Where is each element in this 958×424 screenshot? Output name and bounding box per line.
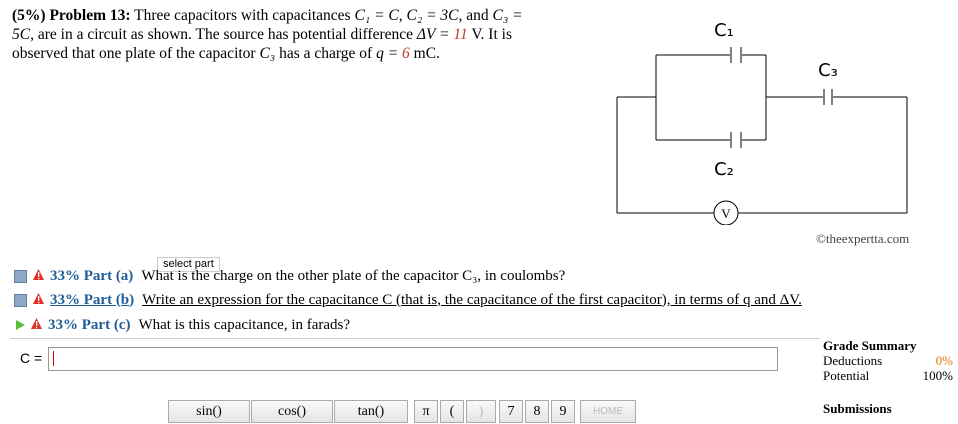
pi-button[interactable]: π	[414, 400, 438, 423]
part-b-label[interactable]: 33% Part (b)	[50, 291, 135, 308]
home-button[interactable]: HOME	[580, 400, 636, 423]
tan-button[interactable]: tan()	[334, 400, 408, 423]
c1-label: C₁	[714, 20, 734, 41]
problem-text: mC.	[413, 45, 440, 62]
problem-text: are in a circuit as shown. The source has potential difference	[37, 26, 413, 43]
problem-math: 5C,	[12, 26, 34, 43]
grade-summary	[823, 338, 953, 383]
warning-icon	[33, 292, 44, 309]
sin-button[interactable]: sin()	[168, 400, 250, 423]
deductions-label: Deductions	[823, 353, 883, 368]
warning-icon	[31, 317, 42, 334]
part-a-question: What is the charge on the other plate of the capacitor C₃, in coulombs?	[141, 267, 566, 284]
problem-math: q =	[376, 45, 399, 62]
eight-button[interactable]: 8	[525, 400, 549, 423]
collapse-icon[interactable]	[14, 270, 27, 283]
grade-title: Grade Summary	[823, 338, 917, 353]
source-label: V	[721, 206, 731, 221]
charge-value: 6	[402, 45, 410, 62]
part-a-label[interactable]: 33% Part (a)	[50, 267, 134, 284]
potential-value: 100%	[922, 368, 953, 383]
answer-input[interactable]	[48, 347, 778, 371]
cos-button[interactable]: cos()	[251, 400, 333, 423]
collapse-icon[interactable]	[14, 294, 27, 307]
copyright: ©theexpertta.com	[816, 231, 910, 246]
seven-button[interactable]: 7	[499, 400, 523, 423]
problem-math: C₃	[259, 45, 276, 62]
deductions-row	[823, 353, 953, 368]
potential-row	[823, 368, 953, 383]
c2-label: C₂	[714, 159, 734, 180]
problem-prefix: (5%) Problem 13:	[12, 7, 131, 24]
select-part-tooltip: select part	[157, 257, 220, 272]
problem-statement	[12, 6, 572, 63]
problem-math: C₃ =	[492, 7, 523, 24]
deductions-value: 0%	[935, 353, 953, 368]
nine-button[interactable]: 9	[551, 400, 575, 423]
problem-text: V. It is	[471, 26, 512, 43]
part-b-question[interactable]: Write an expression for the capacitance C (that is, the capacitance of the first capacitor), in terms of q and ΔV.	[142, 291, 802, 308]
problem-text: has a charge of	[279, 45, 373, 62]
expand-arrow-icon[interactable]	[16, 320, 25, 330]
close-paren-button[interactable]: )	[466, 400, 496, 423]
warning-icon	[33, 268, 44, 285]
problem-text: and	[466, 7, 489, 24]
problem-text: observed that one plate of the capacitor	[12, 45, 256, 62]
problem-math: C₁ = C, C₂ = 3C,	[354, 7, 463, 24]
problem-text: Three capacitors with capacitances	[134, 7, 351, 24]
c3-label: C₃	[818, 60, 838, 81]
submissions-heading: Submissions	[823, 401, 892, 416]
part-b-row[interactable]	[14, 290, 802, 310]
problem-math: ΔV =	[416, 26, 450, 43]
potential-label: Potential	[823, 368, 870, 383]
part-c-row[interactable]	[14, 315, 350, 335]
answer-label: C =	[20, 350, 43, 366]
part-a-row[interactable]	[14, 266, 565, 286]
voltage-value: 11	[453, 26, 468, 43]
part-c-question: What is this capacitance, in farads?	[138, 316, 351, 333]
part-c-label[interactable]: 33% Part (c)	[48, 316, 131, 333]
circuit-diagram	[600, 10, 930, 225]
open-paren-button[interactable]: (	[440, 400, 464, 423]
